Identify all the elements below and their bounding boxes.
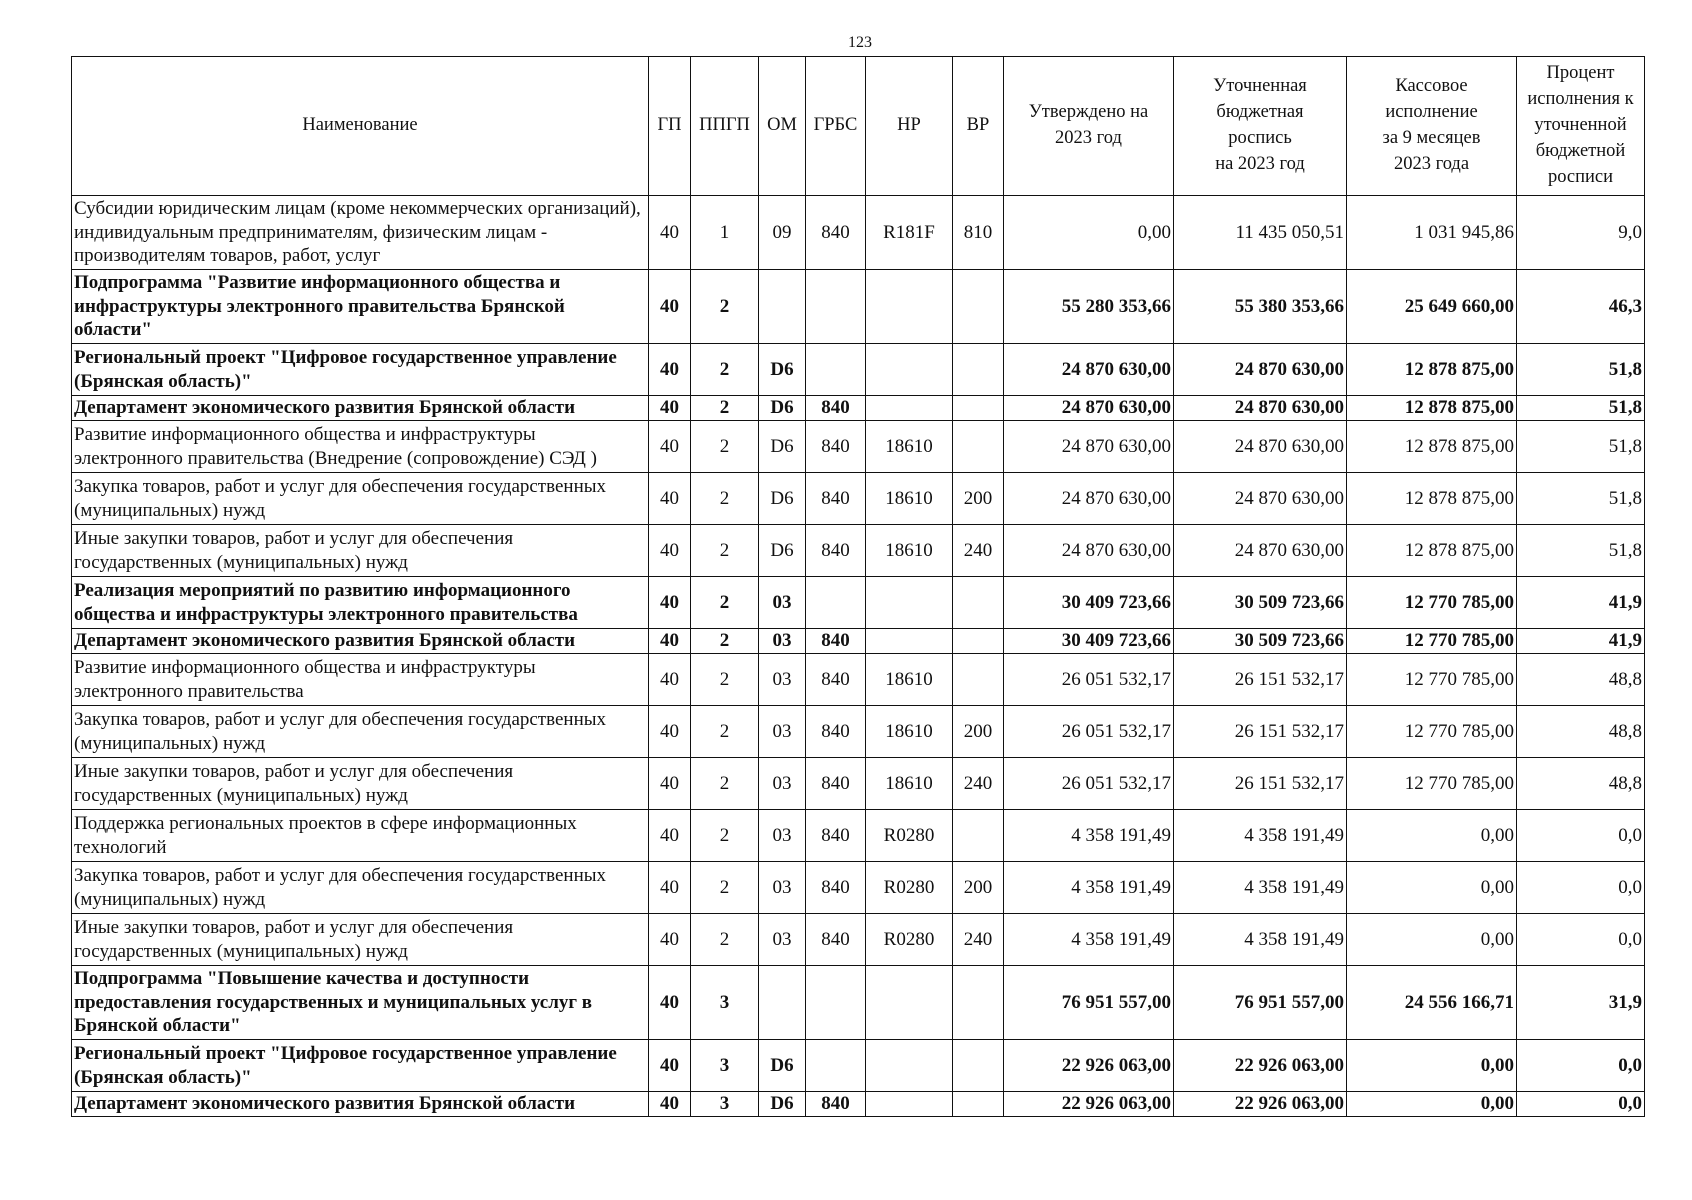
cell-nr <box>866 1040 953 1092</box>
cell-grbs: 840 <box>806 525 866 577</box>
cell-ppgp: 2 <box>691 270 759 344</box>
cell-grbs: 840 <box>806 396 866 421</box>
cell-refined: 24 870 630,00 <box>1174 421 1347 473</box>
cell-name: Подпрограмма "Повышение качества и доступности предоставления государственных и муниципальных услуг в Брянской области" <box>72 966 649 1040</box>
table-row <box>72 421 1645 473</box>
cell-executed: 12 878 875,00 <box>1347 421 1517 473</box>
cell-om: 03 <box>759 810 806 862</box>
cell-gp: 40 <box>649 1092 691 1117</box>
cell-om: D6 <box>759 421 806 473</box>
cell-percent: 41,9 <box>1517 577 1645 629</box>
cell-grbs <box>806 577 866 629</box>
cell-vr <box>953 577 1004 629</box>
cell-refined: 76 951 557,00 <box>1174 966 1347 1040</box>
cell-nr: 18610 <box>866 421 953 473</box>
page-number: 123 <box>848 34 872 51</box>
cell-approved: 26 051 532,17 <box>1004 706 1174 758</box>
cell-executed: 0,00 <box>1347 914 1517 966</box>
header-executed: Кассовое исполнение за 9 месяцев 2023 года <box>1347 57 1517 196</box>
header-name: Наименование <box>72 57 649 196</box>
cell-gp: 40 <box>649 654 691 706</box>
cell-om: 03 <box>759 577 806 629</box>
table-row <box>72 344 1645 396</box>
cell-nr <box>866 577 953 629</box>
header-refined: Уточненная бюджетная роспись на 2023 год <box>1174 57 1347 196</box>
cell-percent: 51,8 <box>1517 344 1645 396</box>
table-body <box>72 196 1645 1117</box>
cell-ppgp: 2 <box>691 629 759 654</box>
cell-percent: 48,8 <box>1517 654 1645 706</box>
cell-gp: 40 <box>649 862 691 914</box>
table-row <box>72 473 1645 525</box>
table-row <box>72 396 1645 421</box>
cell-refined: 4 358 191,49 <box>1174 810 1347 862</box>
cell-nr <box>866 629 953 654</box>
cell-vr <box>953 1040 1004 1092</box>
cell-executed: 0,00 <box>1347 1092 1517 1117</box>
cell-percent: 51,8 <box>1517 525 1645 577</box>
cell-approved: 26 051 532,17 <box>1004 654 1174 706</box>
cell-ppgp: 2 <box>691 473 759 525</box>
cell-ppgp: 2 <box>691 914 759 966</box>
cell-nr: R0280 <box>866 914 953 966</box>
table-row <box>72 914 1645 966</box>
cell-approved: 4 358 191,49 <box>1004 914 1174 966</box>
cell-grbs: 840 <box>806 914 866 966</box>
cell-om: 03 <box>759 706 806 758</box>
cell-om: D6 <box>759 396 806 421</box>
cell-executed: 0,00 <box>1347 810 1517 862</box>
cell-refined: 24 870 630,00 <box>1174 525 1347 577</box>
cell-name: Департамент экономического развития Брянской области <box>72 396 649 421</box>
cell-refined: 24 870 630,00 <box>1174 473 1347 525</box>
cell-om: D6 <box>759 473 806 525</box>
cell-name: Иные закупки товаров, работ и услуг для обеспечения государственных (муниципальных) нужд <box>72 758 649 810</box>
cell-om: 03 <box>759 654 806 706</box>
cell-refined: 30 509 723,66 <box>1174 629 1347 654</box>
header-row <box>72 57 1645 196</box>
cell-gp: 40 <box>649 629 691 654</box>
cell-approved: 22 926 063,00 <box>1004 1040 1174 1092</box>
cell-percent: 9,0 <box>1517 196 1645 270</box>
cell-executed: 12 770 785,00 <box>1347 654 1517 706</box>
cell-percent: 51,8 <box>1517 421 1645 473</box>
header-nr: НР <box>866 57 953 196</box>
cell-nr: R0280 <box>866 862 953 914</box>
cell-vr: 200 <box>953 473 1004 525</box>
cell-nr: 18610 <box>866 525 953 577</box>
cell-name: Закупка товаров, работ и услуг для обеспечения государственных (муниципальных) нужд <box>72 706 649 758</box>
cell-refined: 24 870 630,00 <box>1174 344 1347 396</box>
cell-grbs: 840 <box>806 810 866 862</box>
cell-grbs: 840 <box>806 629 866 654</box>
cell-executed: 1 031 945,86 <box>1347 196 1517 270</box>
cell-grbs <box>806 966 866 1040</box>
cell-vr <box>953 270 1004 344</box>
header-grbs: ГРБС <box>806 57 866 196</box>
table-row <box>72 862 1645 914</box>
cell-name: Региональный проект "Цифровое государственное управление (Брянская область)" <box>72 344 649 396</box>
table-row <box>72 1092 1645 1117</box>
cell-percent: 0,0 <box>1517 862 1645 914</box>
cell-percent: 0,0 <box>1517 1092 1645 1117</box>
table-row <box>72 758 1645 810</box>
cell-gp: 40 <box>649 810 691 862</box>
cell-approved: 22 926 063,00 <box>1004 1092 1174 1117</box>
cell-vr <box>953 654 1004 706</box>
table-row <box>72 706 1645 758</box>
cell-executed: 25 649 660,00 <box>1347 270 1517 344</box>
cell-om: D6 <box>759 1040 806 1092</box>
cell-refined: 4 358 191,49 <box>1174 862 1347 914</box>
cell-refined: 11 435 050,51 <box>1174 196 1347 270</box>
cell-nr <box>866 344 953 396</box>
cell-executed: 24 556 166,71 <box>1347 966 1517 1040</box>
cell-percent: 48,8 <box>1517 758 1645 810</box>
cell-executed: 12 878 875,00 <box>1347 396 1517 421</box>
header-gp: ГП <box>649 57 691 196</box>
cell-grbs <box>806 344 866 396</box>
header-percent: Процент исполнения к уточненной бюджетной росписи <box>1517 57 1645 196</box>
cell-ppgp: 3 <box>691 966 759 1040</box>
cell-vr <box>953 396 1004 421</box>
cell-approved: 0,00 <box>1004 196 1174 270</box>
cell-gp: 40 <box>649 966 691 1040</box>
cell-gp: 40 <box>649 914 691 966</box>
cell-vr: 810 <box>953 196 1004 270</box>
cell-nr: 18610 <box>866 706 953 758</box>
cell-ppgp: 1 <box>691 196 759 270</box>
cell-vr <box>953 421 1004 473</box>
cell-grbs: 840 <box>806 196 866 270</box>
cell-name: Развитие информационного общества и инфраструктуры электронного правительства (Внедрение (сопровождение) СЭД ) <box>72 421 649 473</box>
table-row <box>72 525 1645 577</box>
cell-ppgp: 2 <box>691 758 759 810</box>
cell-name: Иные закупки товаров, работ и услуг для обеспечения государственных (муниципальных) нужд <box>72 914 649 966</box>
cell-name: Департамент экономического развития Брянской области <box>72 1092 649 1117</box>
cell-om: 03 <box>759 629 806 654</box>
table-row <box>72 654 1645 706</box>
cell-nr: 18610 <box>866 654 953 706</box>
cell-vr: 200 <box>953 706 1004 758</box>
cell-gp: 40 <box>649 421 691 473</box>
cell-approved: 24 870 630,00 <box>1004 421 1174 473</box>
cell-vr: 240 <box>953 914 1004 966</box>
cell-ppgp: 2 <box>691 525 759 577</box>
cell-vr <box>953 344 1004 396</box>
cell-refined: 22 926 063,00 <box>1174 1092 1347 1117</box>
cell-executed: 12 770 785,00 <box>1347 577 1517 629</box>
cell-ppgp: 2 <box>691 344 759 396</box>
cell-name: Департамент экономического развития Брянской области <box>72 629 649 654</box>
cell-nr: 18610 <box>866 758 953 810</box>
cell-gp: 40 <box>649 344 691 396</box>
cell-approved: 30 409 723,66 <box>1004 577 1174 629</box>
cell-name: Закупка товаров, работ и услуг для обеспечения государственных (муниципальных) нужд <box>72 862 649 914</box>
cell-ppgp: 2 <box>691 654 759 706</box>
cell-approved: 24 870 630,00 <box>1004 473 1174 525</box>
table-row <box>72 196 1645 270</box>
cell-om <box>759 966 806 1040</box>
cell-grbs: 840 <box>806 421 866 473</box>
cell-om: D6 <box>759 525 806 577</box>
cell-ppgp: 3 <box>691 1040 759 1092</box>
cell-name: Развитие информационного общества и инфраструктуры электронного правительства <box>72 654 649 706</box>
table-row <box>72 270 1645 344</box>
cell-approved: 30 409 723,66 <box>1004 629 1174 654</box>
cell-om: 03 <box>759 862 806 914</box>
cell-om: 03 <box>759 758 806 810</box>
cell-percent: 31,9 <box>1517 966 1645 1040</box>
cell-executed: 0,00 <box>1347 862 1517 914</box>
cell-nr <box>866 966 953 1040</box>
cell-ppgp: 2 <box>691 810 759 862</box>
cell-om: D6 <box>759 344 806 396</box>
cell-approved: 26 051 532,17 <box>1004 758 1174 810</box>
cell-ppgp: 3 <box>691 1092 759 1117</box>
cell-ppgp: 2 <box>691 577 759 629</box>
cell-approved: 55 280 353,66 <box>1004 270 1174 344</box>
cell-grbs: 840 <box>806 473 866 525</box>
cell-approved: 24 870 630,00 <box>1004 396 1174 421</box>
cell-om <box>759 270 806 344</box>
cell-vr <box>953 810 1004 862</box>
table-row <box>72 966 1645 1040</box>
header-vr: ВР <box>953 57 1004 196</box>
cell-executed: 12 878 875,00 <box>1347 525 1517 577</box>
cell-ppgp: 2 <box>691 396 759 421</box>
cell-gp: 40 <box>649 525 691 577</box>
cell-refined: 4 358 191,49 <box>1174 914 1347 966</box>
cell-approved: 4 358 191,49 <box>1004 810 1174 862</box>
cell-grbs <box>806 1040 866 1092</box>
cell-percent: 51,8 <box>1517 396 1645 421</box>
cell-vr <box>953 966 1004 1040</box>
cell-gp: 40 <box>649 706 691 758</box>
cell-gp: 40 <box>649 270 691 344</box>
cell-percent: 0,0 <box>1517 914 1645 966</box>
cell-name: Подпрограмма "Развитие информационного общества и инфраструктуры электронного правительства Брянской области" <box>72 270 649 344</box>
cell-om: 03 <box>759 914 806 966</box>
cell-nr <box>866 396 953 421</box>
cell-percent: 46,3 <box>1517 270 1645 344</box>
cell-percent: 41,9 <box>1517 629 1645 654</box>
cell-name: Субсидии юридическим лицам (кроме некоммерческих организаций), индивидуальным предпринимателям, физическим лицам - производителям товаров, работ, услуг <box>72 196 649 270</box>
cell-vr: 200 <box>953 862 1004 914</box>
cell-grbs: 840 <box>806 706 866 758</box>
cell-name: Поддержка региональных проектов в сфере информационных технологий <box>72 810 649 862</box>
cell-nr <box>866 270 953 344</box>
cell-vr: 240 <box>953 525 1004 577</box>
header-om: ОМ <box>759 57 806 196</box>
cell-approved: 76 951 557,00 <box>1004 966 1174 1040</box>
cell-ppgp: 2 <box>691 706 759 758</box>
cell-grbs: 840 <box>806 1092 866 1117</box>
cell-refined: 24 870 630,00 <box>1174 396 1347 421</box>
cell-gp: 40 <box>649 396 691 421</box>
cell-refined: 26 151 532,17 <box>1174 758 1347 810</box>
cell-executed: 12 878 875,00 <box>1347 344 1517 396</box>
cell-vr <box>953 1092 1004 1117</box>
cell-refined: 22 926 063,00 <box>1174 1040 1347 1092</box>
cell-refined: 26 151 532,17 <box>1174 654 1347 706</box>
cell-nr <box>866 1092 953 1117</box>
table-row <box>72 810 1645 862</box>
cell-executed: 12 770 785,00 <box>1347 629 1517 654</box>
cell-gp: 40 <box>649 758 691 810</box>
cell-approved: 24 870 630,00 <box>1004 344 1174 396</box>
cell-refined: 55 380 353,66 <box>1174 270 1347 344</box>
cell-executed: 12 770 785,00 <box>1347 706 1517 758</box>
cell-grbs: 840 <box>806 758 866 810</box>
cell-executed: 0,00 <box>1347 1040 1517 1092</box>
table-row <box>72 1040 1645 1092</box>
table-row <box>72 629 1645 654</box>
cell-percent: 48,8 <box>1517 706 1645 758</box>
cell-name: Реализация мероприятий по развитию информационного общества и инфраструктуры электронного правительства <box>72 577 649 629</box>
cell-percent: 0,0 <box>1517 1040 1645 1092</box>
table-row <box>72 577 1645 629</box>
cell-vr: 240 <box>953 758 1004 810</box>
cell-ppgp: 2 <box>691 862 759 914</box>
cell-approved: 4 358 191,49 <box>1004 862 1174 914</box>
cell-refined: 30 509 723,66 <box>1174 577 1347 629</box>
cell-name: Региональный проект "Цифровое государственное управление (Брянская область)" <box>72 1040 649 1092</box>
cell-ppgp: 2 <box>691 421 759 473</box>
cell-percent: 51,8 <box>1517 473 1645 525</box>
cell-executed: 12 770 785,00 <box>1347 758 1517 810</box>
header-ppgp: ППГП <box>691 57 759 196</box>
cell-nr: R0280 <box>866 810 953 862</box>
cell-vr <box>953 629 1004 654</box>
cell-percent: 0,0 <box>1517 810 1645 862</box>
cell-name: Закупка товаров, работ и услуг для обеспечения государственных (муниципальных) нужд <box>72 473 649 525</box>
header-approved: Утверждено на 2023 год <box>1004 57 1174 196</box>
cell-om: D6 <box>759 1092 806 1117</box>
cell-gp: 40 <box>649 196 691 270</box>
cell-om: 09 <box>759 196 806 270</box>
cell-nr: R181F <box>866 196 953 270</box>
cell-approved: 24 870 630,00 <box>1004 525 1174 577</box>
cell-executed: 12 878 875,00 <box>1347 473 1517 525</box>
budget-execution-table <box>71 56 1645 1117</box>
cell-grbs: 840 <box>806 862 866 914</box>
cell-nr: 18610 <box>866 473 953 525</box>
cell-refined: 26 151 532,17 <box>1174 706 1347 758</box>
cell-grbs <box>806 270 866 344</box>
cell-gp: 40 <box>649 473 691 525</box>
cell-gp: 40 <box>649 1040 691 1092</box>
cell-name: Иные закупки товаров, работ и услуг для обеспечения государственных (муниципальных) нужд <box>72 525 649 577</box>
cell-gp: 40 <box>649 577 691 629</box>
cell-grbs: 840 <box>806 654 866 706</box>
